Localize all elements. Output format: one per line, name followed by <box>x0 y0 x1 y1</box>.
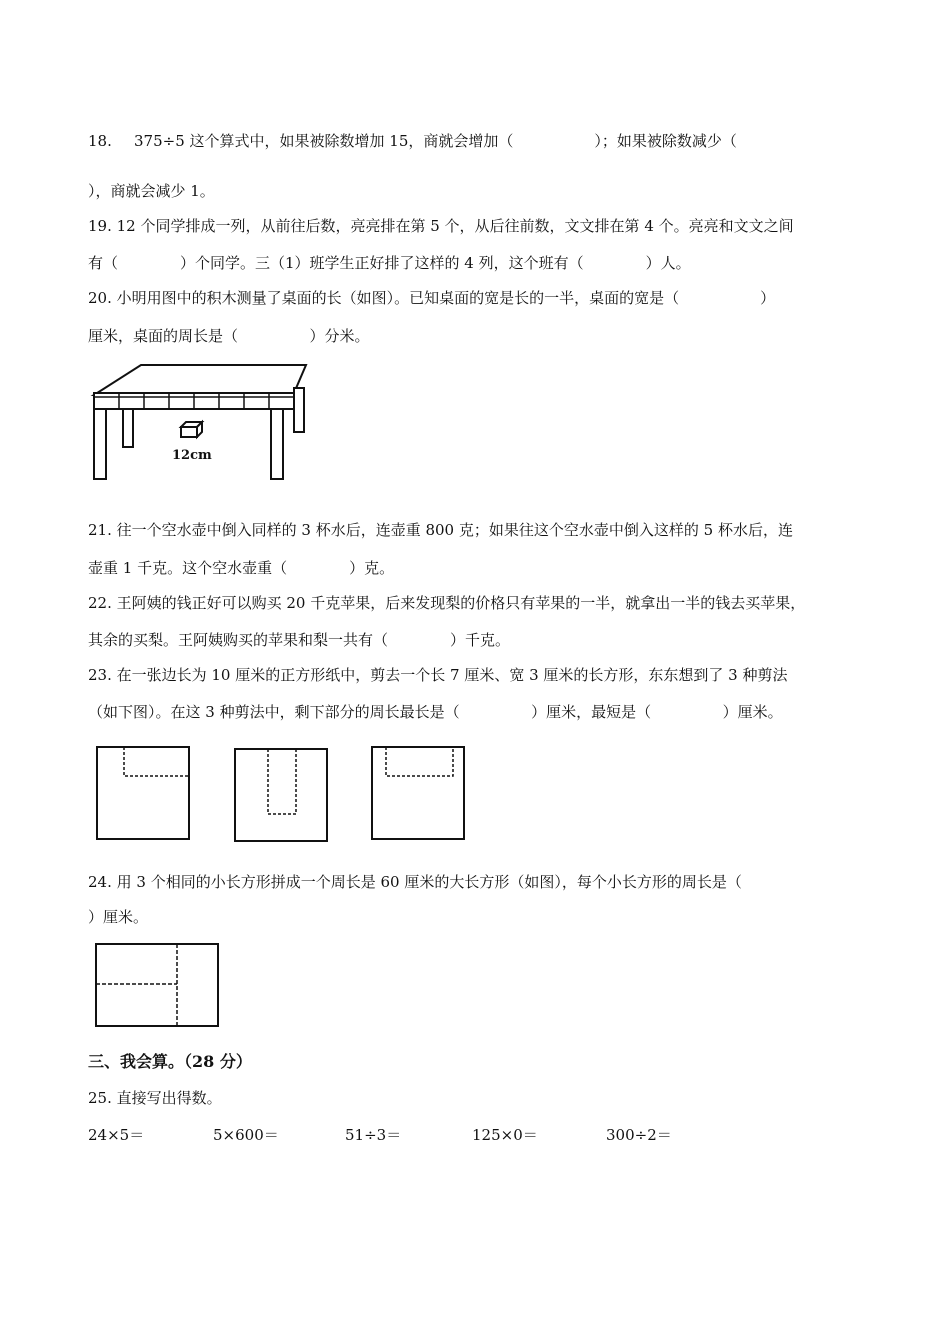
q25-title: 25. 直接写出得数。 <box>88 1089 222 1107</box>
calc-item-1: 24×5＝ <box>88 1126 145 1144</box>
q19-line2: 有（ ）个同学。三（1）班学生正好排了这样的 4 列，这个班有（ ）人。 <box>88 254 691 272</box>
q18-number: 18. <box>88 132 112 150</box>
table-figure <box>86 360 316 485</box>
q21-line2: 壶重 1 千克。这个空水壶重（ ）克。 <box>88 559 395 577</box>
q18-line2: ），商就会减少 1。 <box>88 182 215 200</box>
q22-line2: 其余的买梨。王阿姨购买的苹果和梨一共有（ ）千克。 <box>88 631 510 649</box>
q20-line2: 厘米，桌面的周长是（ ）分米。 <box>88 327 370 345</box>
q24-line1: 24. 用 3 个相同的小长方形拼成一个周长是 60 厘米的大长方形（如图），每个小长方形的周长是（ <box>88 873 742 891</box>
q19-line1: 19. 12 个同学排成一列，从前往后数，亮亮排在第 5 个，从后往前数，文文排在第 4 个。亮亮和文文之间 <box>88 217 794 235</box>
q24-line2: ）厘米。 <box>88 908 149 926</box>
calc-item-2: 5×600＝ <box>213 1126 279 1144</box>
calc-item-3: 51÷3＝ <box>345 1126 402 1144</box>
rectangles-figure <box>94 942 222 1030</box>
q23-line1: 23. 在一张边长为 10 厘米的正方形纸中，剪去一个长 7 厘米、宽 3 厘米的长方形，东东想到了 3 种剪法 <box>88 666 788 684</box>
cut-squares-figure <box>95 745 470 845</box>
calc-item-4: 125×0＝ <box>472 1126 538 1144</box>
q22-line1: 22. 王阿姨的钱正好可以购买 20 千克苹果，后来发现梨的价格只有苹果的一半，就拿出一半的钱去买苹果， <box>88 594 806 612</box>
block-length-label: 12cm <box>172 448 212 463</box>
q23-line2: （如下图）。在这 3 种剪法中，剩下部分的周长最长是（ ）厘米，最短是（ ）厘米。 <box>88 703 783 721</box>
q21-line1: 21. 往一个空水壶中倒入同样的 3 杯水后，连壶重 800 克；如果往这个空水壶中倒入这样的 5 杯水后，连 <box>88 521 793 539</box>
section-3-heading: 三、我会算。（28 分） <box>88 1052 252 1071</box>
q18-line1: 375÷5 这个算式中，如果被除数增加 15，商就会增加（ ）；如果被除数减少（ <box>134 132 737 150</box>
calc-item-5: 300÷2＝ <box>606 1126 672 1144</box>
q20-line1: 20. 小明用图中的积木测量了桌面的长（如图）。已知桌面的宽是长的一半，桌面的宽是（ ） <box>88 289 776 307</box>
